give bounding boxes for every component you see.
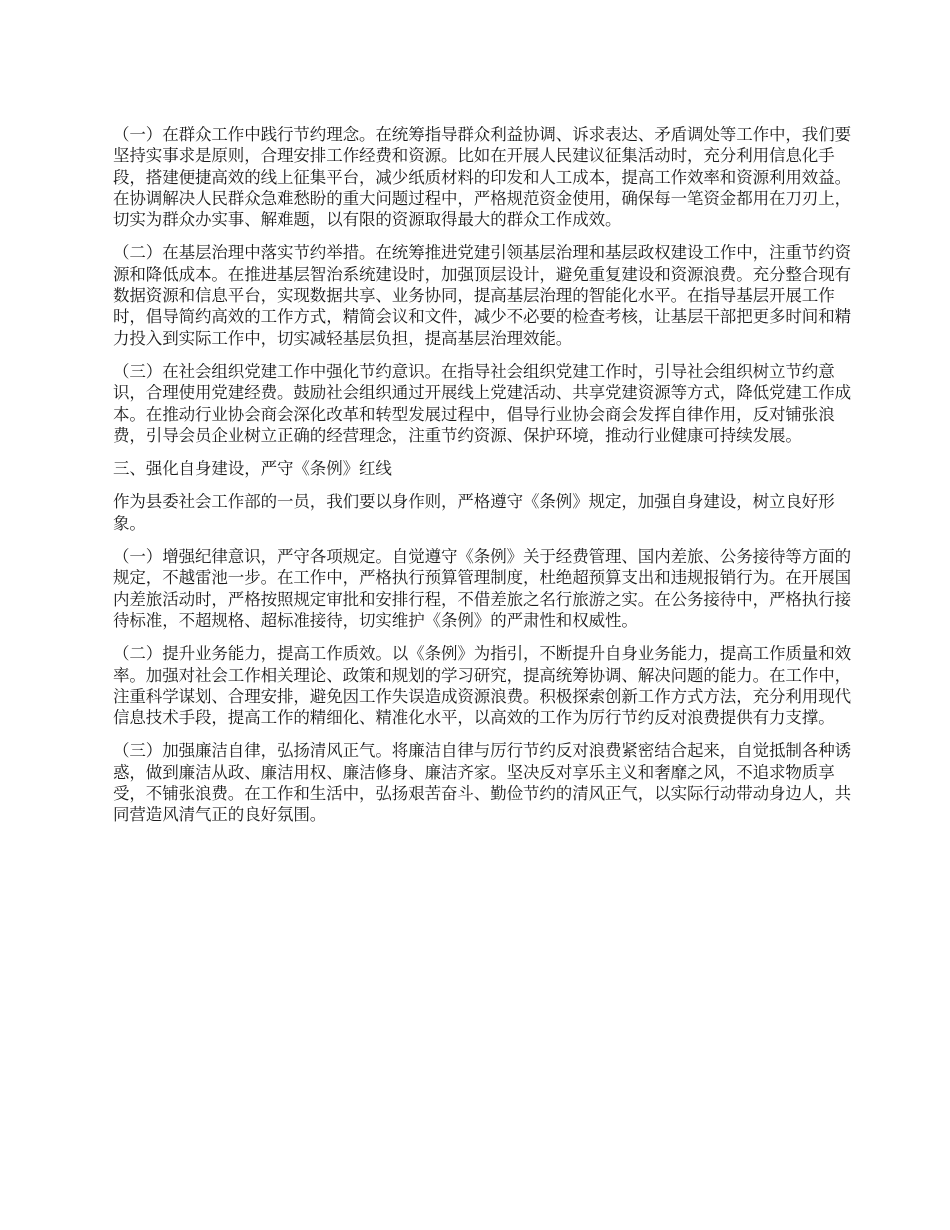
- paragraph-discipline: （一）增强纪律意识，严守各项规定。自觉遵守《条例》关于经费管理、国内差旅、公务接待等方面的规定，不越雷池一步。在工作中，严格执行预算管理制度，杜绝超预算支出和违规报销行为。在开展国内差旅活动时，严格按照规定审批和安排行程，不借差旅之名行旅游之实。在公务接待中，严格执行接待标准，不超规格、超标准接待，切实维护《条例》的严肃性和权威性。: [113, 547, 852, 630]
- paragraph-mass-work: （一）在群众工作中践行节约理念。在统筹指导群众利益协调、诉求表达、矛盾调处等工作中，我们要坚持实事求是原则，合理安排工作经费和资源。比如在开展人民建议征集活动时，充分利用信息化手段，搭建便捷高效的线上征集平台，减少纸质材料的印发和人工成本，提高工作效率和资源利用效益。在协调解决人民群众急难愁盼的重大问题过程中，严格规范资金使用，确保每一笔资金都用在刀刃上，切实为群众办实事、解难题，以有限的资源取得最大的群众工作成效。: [113, 125, 852, 230]
- paragraph-grassroots-governance: （二）在基层治理中落实节约举措。在统筹推进党建引领基层治理和基层政权建设工作中，注重节约资源和降低成本。在推进基层智治系统建设时，加强顶层设计，避免重复建设和资源浪费。充分整合现有数据资源和信息平台，实现数据共享、业务协同，提高基层治理的智能化水平。在指导基层开展工作时，倡导简约高效的工作方式，精简会议和文件，减少不必要的检查考核，让基层干部把更多时间和精力投入到实际工作中，切实减轻基层负担，提高基层治理效能。: [113, 243, 852, 348]
- section-heading: 三、强化自身建设，严守《条例》红线: [113, 459, 392, 479]
- paragraph-social-organization: （三）在社会组织党建工作中强化节约意识。在指导社会组织党建工作时，引导社会组织树立节约意识，合理使用党建经费。鼓励社会组织通过开展线上党建活动、共享党建资源等方式，降低党建工作成本。在推动行业协会商会深化改革和转型发展过程中，倡导行业协会商会发挥自律作用，反对铺张浪费，引导会员企业树立正确的经营理念，注重节约资源、保护环境，推动行业健康可持续发展。: [113, 361, 852, 445]
- document-body: [113, 124, 858, 838]
- paragraph-integrity: （三）加强廉洁自律，弘扬清风正气。将廉洁自律与厉行节约反对浪费紧密结合起来，自觉抵制各种诱惑，做到廉洁从政、廉洁用权、廉洁修身、廉洁齐家。坚决反对享乐主义和奢靡之风，不追求物质享受，不铺张浪费。在工作和生活中，弘扬艰苦奋斗、勤俭节约的清风正气，以实际行动带动身边人，共同营造风清气正的良好氛围。: [113, 741, 852, 825]
- paragraph-section-intro: 作为县委社会工作部的一员，我们要以身作则，严格遵守《条例》规定，加强自身建设，树立良好形象。: [113, 492, 835, 533]
- paragraph-capability: （二）提升业务能力，提高工作质效。以《条例》为指引，不断提升自身业务能力，提高工作质量和效率。加强对社会工作相关理论、政策和规划的学习研究，提高统筹协调、解决问题的能力。在工作中，注重科学谋划、合理安排，避免因工作失误造成资源浪费。积极探索创新工作方式方法，充分利用现代信息技术手段，提高工作的精细化、精准化水平，以高效的工作为厉行节约反对浪费提供有力支撑。: [113, 644, 852, 728]
